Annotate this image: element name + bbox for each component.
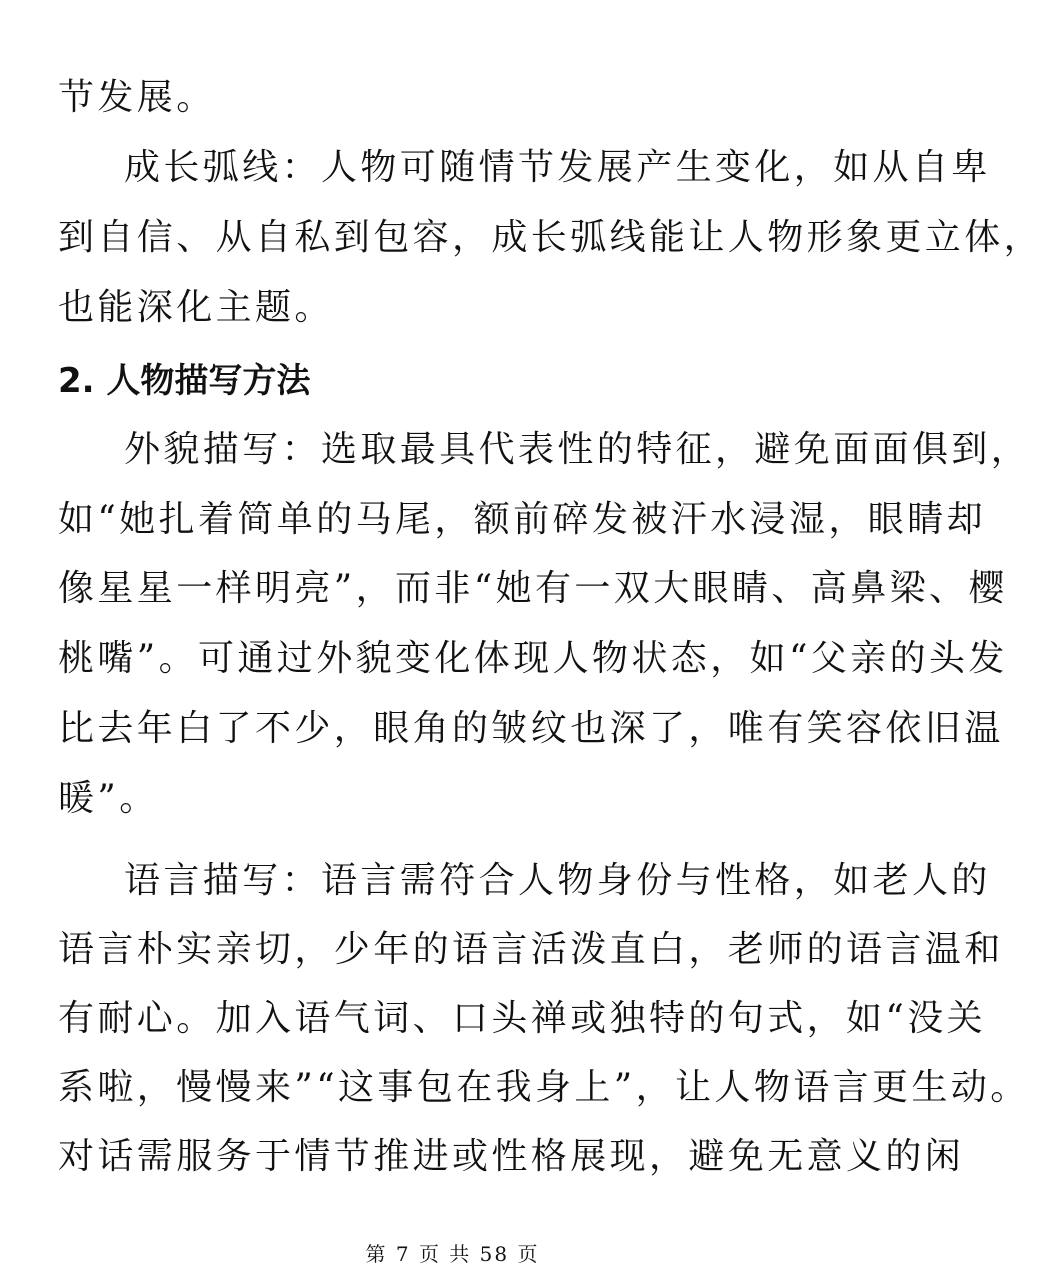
paragraph-line: 系啦，慢慢来”“这事包在我身上”，让人物语言更生动。 <box>58 1067 1030 1108</box>
paragraph-line: 也能深化主题。 <box>58 287 334 328</box>
paragraph-line: 如“她扎着简单的马尾，额前碎发被汗水浸湿，眼睛却 <box>58 499 987 540</box>
paragraph-line: 暖”。 <box>58 778 159 819</box>
paragraph-line: 语言朴实亲切，少年的语言活泼直白，老师的语言温和 <box>58 929 1004 970</box>
section-heading: 2. 人物描写方法 <box>58 361 311 401</box>
paragraph-line: 对话需服务于情节推进或性格展现，避免无意义的闲 <box>58 1136 965 1177</box>
paragraph-line: 外貌描写：选取最具代表性的特征，避免面面俱到， <box>124 429 1031 470</box>
paragraph-line: 到自信、从自私到包容，成长弧线能让人物形象更立体， <box>58 217 1043 258</box>
paragraph-line: 语言描写：语言需符合人物身份与性格，如老人的 <box>124 860 991 901</box>
paragraph-line: 有耐心。加入语气词、口头禅或独特的句式，如“没关 <box>58 998 987 1039</box>
paragraph-line: 像星星一样明亮”，而非“她有一双大眼睛、高鼻梁、樱 <box>58 568 1008 609</box>
paragraph-line: 桃嘴”。可通过外貌变化体现人物状态，如“父亲的头发 <box>58 638 1008 679</box>
paragraph-line: 节发展。 <box>58 77 216 118</box>
paragraph-line: 成长弧线：人物可随情节发展产生变化，如从自卑 <box>124 147 991 188</box>
paragraph-line: 比去年白了不少，眼角的皱纹也深了，唯有笑容依旧温 <box>58 708 1004 749</box>
page-number-footer: 第 7 页 共 58 页 <box>365 1242 540 1266</box>
